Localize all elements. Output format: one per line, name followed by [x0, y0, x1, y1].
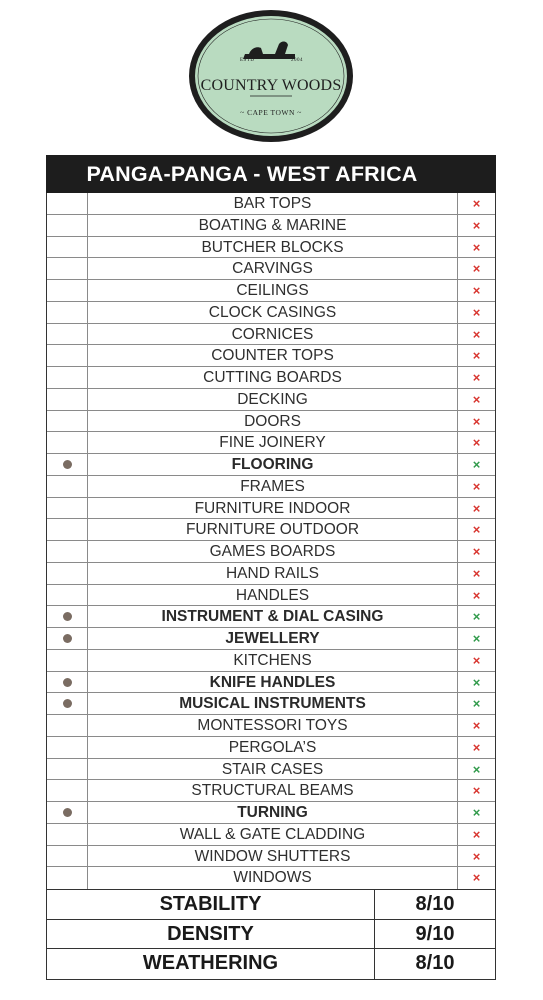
not-suitable-mark-icon: × — [472, 718, 481, 733]
table-row — [47, 737, 495, 759]
highlight-cell — [47, 650, 88, 671]
table-row — [47, 672, 495, 694]
not-suitable-mark-icon: × — [472, 739, 481, 755]
table-row — [47, 237, 495, 259]
page-title: PANGA-PANGA - WEST AFRICA — [86, 161, 418, 186]
highlight-cell — [47, 454, 88, 475]
table-row — [47, 867, 495, 889]
table-row — [47, 759, 495, 781]
not-suitable-mark-icon: × — [472, 565, 481, 581]
highlight-cell — [47, 258, 88, 279]
suitable-mark-icon: × — [472, 674, 481, 690]
not-suitable-mark-icon: × — [472, 652, 481, 668]
table-row — [47, 846, 495, 868]
table-row — [47, 411, 495, 433]
country-woods-logo — [187, 4, 355, 144]
table-row — [47, 693, 495, 715]
highlight-cell — [47, 824, 88, 845]
use-name: BOATING & MARINE — [88, 215, 458, 236]
property-value: 8/10 — [415, 952, 455, 974]
use-name: MUSICAL INSTRUMENTS — [88, 693, 458, 714]
highlight-cell — [47, 367, 88, 388]
highlight-cell — [47, 519, 88, 540]
use-name: DOORS — [88, 411, 458, 432]
property-label: WEATHERING — [47, 949, 375, 979]
table-row — [47, 193, 495, 215]
table-row — [47, 824, 495, 846]
use-name: CORNICES — [88, 324, 458, 345]
bullet-dot-icon — [63, 460, 72, 469]
table-row — [47, 280, 495, 302]
not-suitable-mark-icon: × — [472, 870, 481, 886]
logo-estd-label: ESTD — [240, 58, 255, 63]
bullet-dot-icon — [63, 612, 72, 621]
not-suitable-mark-icon: × — [472, 826, 481, 842]
highlight-cell — [47, 324, 88, 345]
property-value: 9/10 — [415, 922, 455, 945]
highlight-cell — [47, 498, 88, 519]
use-name: BAR TOPS — [88, 193, 458, 214]
suitable-mark-icon: × — [472, 805, 481, 820]
highlight-cell — [47, 737, 88, 758]
use-name: KITCHENS — [88, 650, 458, 671]
not-suitable-mark-icon: × — [472, 413, 481, 429]
use-name: INSTRUMENT & DIAL CASING — [88, 606, 458, 627]
suitable-mark-icon: × — [472, 631, 481, 646]
not-suitable-mark-icon: × — [472, 544, 481, 559]
use-name: CUTTING BOARDS — [88, 367, 458, 388]
table-row — [47, 780, 495, 802]
table-row — [47, 389, 495, 411]
table-row — [47, 302, 495, 324]
not-suitable-mark-icon: × — [472, 348, 481, 364]
not-suitable-mark-icon: × — [472, 500, 481, 516]
highlight-cell — [47, 389, 88, 410]
bullet-dot-icon — [63, 808, 72, 817]
use-name: MONTESSORI TOYS — [88, 715, 458, 736]
table-row — [47, 454, 495, 476]
not-suitable-mark-icon: × — [472, 217, 481, 233]
highlight-cell — [47, 302, 88, 323]
table-row — [47, 215, 495, 237]
not-suitable-mark-icon: × — [472, 391, 481, 407]
table-row — [47, 519, 495, 541]
use-name: CEILINGS — [88, 280, 458, 301]
table-row — [47, 476, 495, 498]
highlight-cell — [47, 411, 88, 432]
use-name: FINE JOINERY — [88, 432, 458, 453]
not-suitable-mark-icon: × — [472, 239, 481, 255]
table-row — [47, 367, 495, 389]
use-name: HANDLES — [88, 585, 458, 606]
table-row — [47, 345, 495, 367]
bullet-dot-icon — [63, 699, 72, 708]
highlight-cell — [47, 780, 88, 801]
use-name: WALL & GATE CLADDING — [88, 824, 458, 845]
use-name: KNIFE HANDLES — [88, 672, 458, 693]
uses-table — [46, 193, 496, 890]
wood-uses-sheet — [46, 155, 496, 980]
not-suitable-mark-icon: × — [472, 783, 481, 799]
table-row — [47, 258, 495, 280]
title-bar — [46, 155, 496, 193]
use-name: JEWELLERY — [88, 628, 458, 649]
suitable-mark-icon: × — [472, 457, 481, 472]
highlight-cell — [47, 715, 88, 736]
highlight-cell — [47, 215, 88, 236]
use-name: DECKING — [88, 389, 458, 410]
highlight-cell — [47, 280, 88, 301]
property-label: DENSITY — [47, 920, 375, 949]
highlight-cell — [47, 693, 88, 714]
table-row — [47, 650, 495, 672]
table-row — [47, 715, 495, 737]
suitable-mark-icon: × — [472, 609, 481, 625]
not-suitable-mark-icon: × — [472, 304, 481, 320]
table-row — [47, 606, 495, 628]
table-row — [47, 498, 495, 520]
table-row — [47, 802, 495, 824]
highlight-cell — [47, 846, 88, 867]
highlight-cell — [47, 672, 88, 693]
property-label: STABILITY — [47, 890, 375, 919]
use-name: COUNTER TOPS — [88, 345, 458, 366]
use-name: STAIR CASES — [88, 759, 458, 780]
table-row — [47, 432, 495, 454]
not-suitable-mark-icon: × — [472, 848, 481, 864]
highlight-cell — [47, 867, 88, 889]
not-suitable-mark-icon: × — [472, 326, 481, 342]
suitable-mark-icon: × — [472, 761, 481, 777]
highlight-cell — [47, 193, 88, 214]
use-name: FLOORING — [88, 454, 458, 475]
not-suitable-mark-icon: × — [472, 261, 481, 277]
not-suitable-mark-icon: × — [472, 283, 481, 298]
table-row — [47, 563, 495, 585]
table-row — [47, 324, 495, 346]
use-name: WINDOWS — [88, 867, 458, 889]
bullet-dot-icon — [63, 634, 72, 643]
use-name: BUTCHER BLOCKS — [88, 237, 458, 258]
use-name: CARVINGS — [88, 258, 458, 279]
use-name: PERGOLA’S — [88, 737, 458, 758]
highlight-cell — [47, 237, 88, 258]
use-name: TURNING — [88, 802, 458, 823]
highlight-cell — [47, 759, 88, 780]
highlight-cell — [47, 432, 88, 453]
use-name: GAMES BOARDS — [88, 541, 458, 562]
bullet-dot-icon — [63, 678, 72, 687]
logo-badge-shape — [187, 4, 355, 144]
not-suitable-mark-icon: × — [472, 587, 481, 603]
highlight-cell — [47, 585, 88, 606]
use-name: FRAMES — [88, 476, 458, 497]
highlight-cell — [47, 628, 88, 649]
use-name: FURNITURE OUTDOOR — [88, 519, 458, 540]
use-name: HAND RAILS — [88, 563, 458, 584]
not-suitable-mark-icon: × — [472, 196, 481, 211]
highlight-cell — [47, 606, 88, 627]
highlight-cell — [47, 541, 88, 562]
highlight-cell — [47, 802, 88, 823]
use-name: FURNITURE INDOOR — [88, 498, 458, 519]
highlight-cell — [47, 345, 88, 366]
highlight-cell — [47, 476, 88, 497]
not-suitable-mark-icon: × — [472, 370, 481, 385]
logo-brand-name: COUNTRY WOODS — [200, 77, 342, 94]
property-row — [47, 890, 495, 920]
suitable-mark-icon: × — [472, 696, 481, 712]
not-suitable-mark-icon: × — [472, 522, 481, 538]
logo-city: ~ CAPE TOWN ~ — [240, 108, 302, 117]
logo-year: 2004 — [291, 58, 303, 63]
property-row — [47, 920, 495, 950]
properties-table — [46, 890, 496, 980]
property-value: 8/10 — [415, 893, 455, 915]
not-suitable-mark-icon: × — [472, 478, 481, 494]
table-row — [47, 541, 495, 563]
use-name: CLOCK CASINGS — [88, 302, 458, 323]
use-name: STRUCTURAL BEAMS — [88, 780, 458, 801]
property-row — [47, 949, 495, 979]
use-name: WINDOW SHUTTERS — [88, 846, 458, 867]
highlight-cell — [47, 563, 88, 584]
table-row — [47, 628, 495, 650]
table-row — [47, 585, 495, 607]
not-suitable-mark-icon: × — [472, 435, 481, 451]
